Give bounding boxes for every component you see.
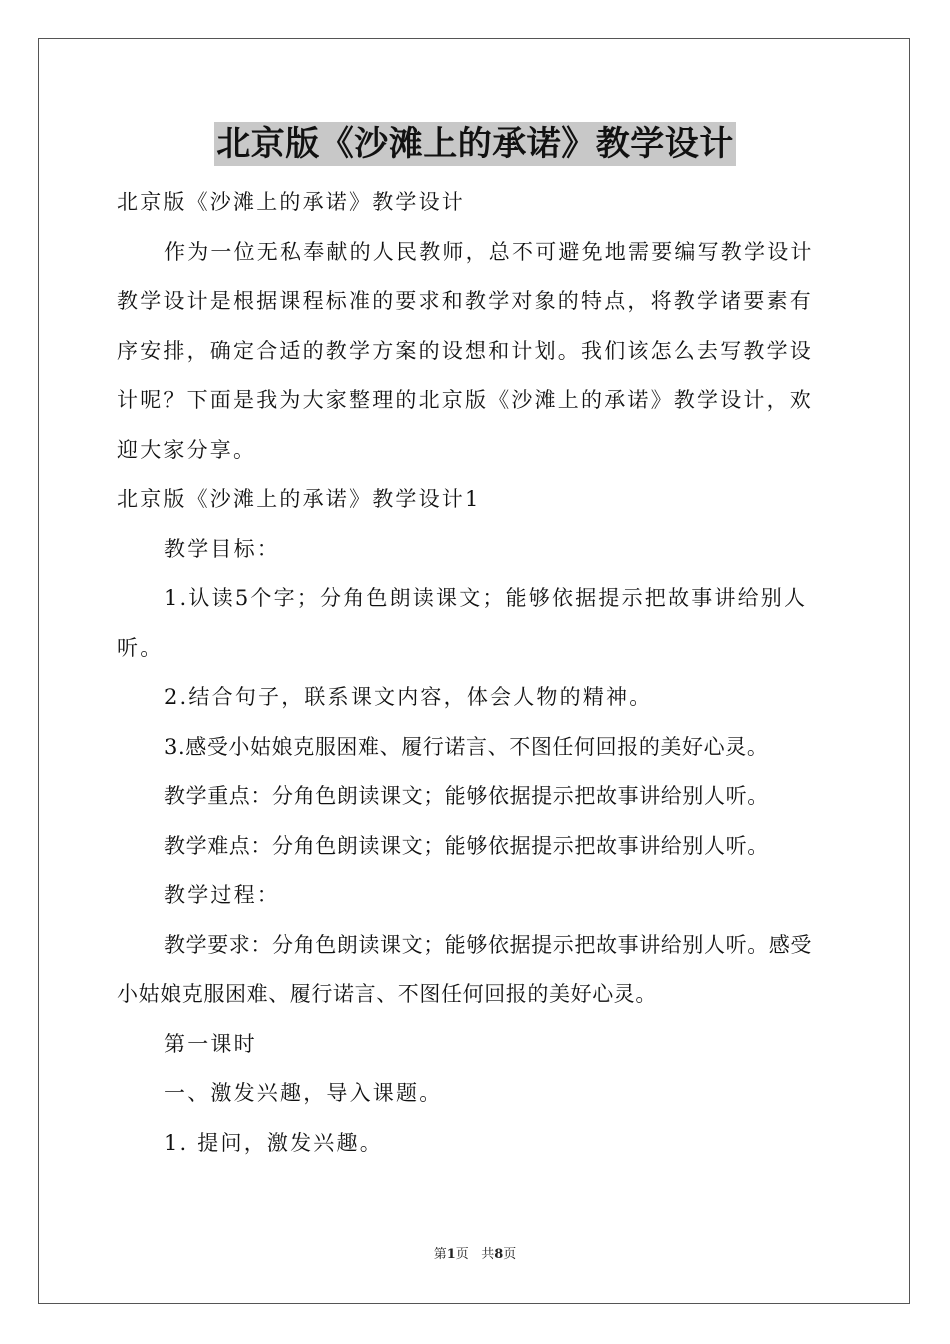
- paragraph-first-lesson: 第一课时: [164, 1031, 257, 1056]
- footer-total-pages: 8: [494, 1247, 504, 1262]
- paragraph-intro: 作为一位无私奉献的人民教师，总不可避免地需要编写教学设计教学设计是根据课程标准的要求和教学对象的特点，将教学诸要素有序安排，确定合适的教学方案的设想和计划。我们该怎么去写教学设计呢？下面是我为大家整理的北京版《沙滩上的承诺》教学设计，欢迎大家分享。: [117, 239, 814, 462]
- paragraph-section-heading: 北京版《沙滩上的承诺》教学设计1: [117, 487, 481, 511]
- page-footer: [0, 1246, 950, 1264]
- paragraph-objective-2: 2.结合句子，联系课文内容，体会人物的精神。: [164, 685, 653, 709]
- paragraph-objective-3: 3.感受小姑娘克服困难、履行诺言、不图任何回报的美好心灵。: [164, 734, 769, 759]
- paragraph-objectives-heading: 教学目标：: [164, 536, 280, 561]
- paragraph-objective-1: 1.认读5个字；分角色朗读课文；能够依据提示把故事讲给别人听。: [117, 586, 808, 660]
- paragraph-difficulties: 教学难点：分角色朗读课文；能够依据提示把故事讲给别人听。: [164, 833, 769, 858]
- paragraph-subtitle: 北京版《沙滩上的承诺》教学设计: [117, 190, 465, 214]
- footer-page-suffix: 页: [455, 1247, 469, 1262]
- footer-total-prefix: 共: [481, 1247, 495, 1262]
- paragraph-step-1-1: 1. 提问，激发兴趣。: [164, 1130, 383, 1155]
- paragraph-key-points: 教学重点：分角色朗读课文；能够依据提示把故事讲给别人听。: [164, 784, 769, 808]
- footer-page-prefix: 第: [433, 1247, 447, 1262]
- paragraph-process-heading: 教学过程：: [164, 883, 280, 907]
- paragraph-step-1: 一、激发兴趣，导入课题。: [164, 1081, 443, 1105]
- footer-total-suffix: 页: [503, 1247, 517, 1262]
- document-body: [117, 178, 833, 1168]
- title-container: [0, 122, 950, 166]
- footer-page-number: 1: [446, 1247, 456, 1262]
- paragraph-requirements: 教学要求：分角色朗读课文；能够依据提示把故事讲给别人听。感受小姑娘克服困难、履行诺言、不图任何回报的美好心灵。: [117, 932, 812, 1006]
- document-title: 北京版《沙滩上的承诺》教学设计: [216, 124, 734, 164]
